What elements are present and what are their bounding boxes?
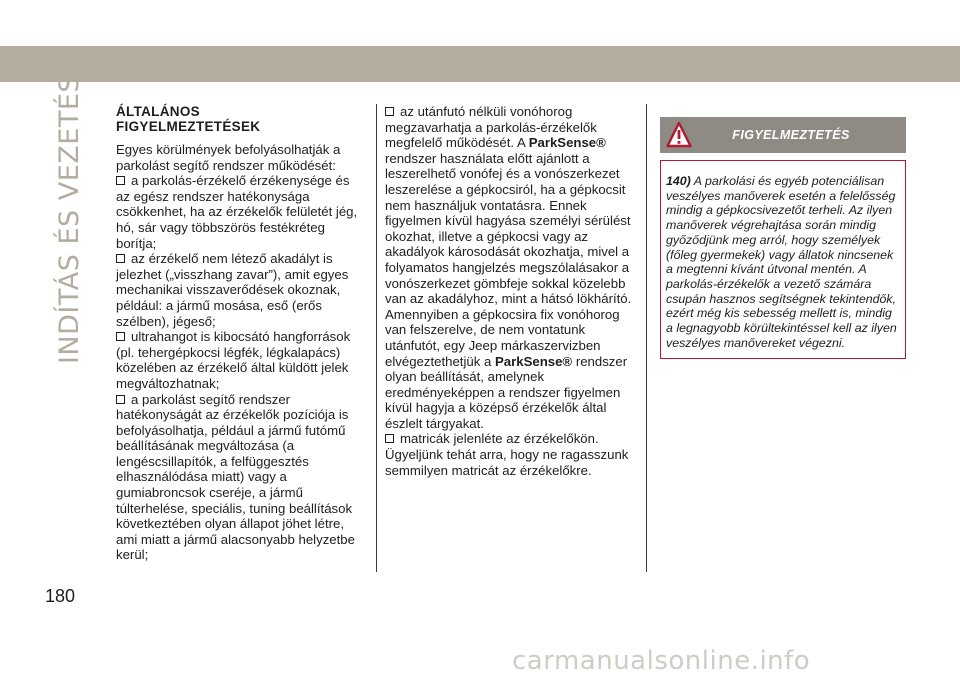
- warning-text: A parkolási és egyéb potenciálisan veszélyes manőverek esetén a felelősség mindig a gépkocsivezetőt terheli. Az ilyen manőverek végrehajtása során mindig győződjünk meg arról, hogy személyek (főleg gyermekek) vagy állatok nincsenek a megtenni kívánt útvonal mentén. A parkolás-érzékelők a vezető számára csupán hasznos segítségnek tekintendők, ezért még kis sebesség mellett is, mindig a legnagyobb körültekintéssel kell az ilyen veszélyes manővereket végezni.: [666, 174, 897, 350]
- heading-line-1: ÁLTALÁNOS: [116, 104, 200, 119]
- section-title-vertical: [50, 74, 90, 364]
- brand-parksense: ParkSense®: [494, 353, 573, 369]
- warning-title: FIGYELMEZTETÉS: [732, 128, 850, 142]
- bullet-square-icon: [116, 332, 125, 341]
- intro-paragraph: Egyes körülmények befolyásolhatják a parkolást segítő rendszer működését:: [116, 142, 341, 173]
- list-item: ultrahangot is kibocsátó hangforrások (pl. tehergépkocsi légfék, légkalapács) közelében az érzékelő által küldött jelek megváltozhatnak;: [116, 329, 351, 391]
- page-number: 180: [45, 586, 76, 606]
- warning-body: [660, 160, 906, 359]
- brand-parksense: ParkSense®: [528, 135, 606, 151]
- top-band: [0, 46, 960, 82]
- column-tow-hook: [385, 104, 635, 478]
- list-item: az utánfutó nélküli vonóhorog megzavarhatja a parkolás-érzékelők megfelelő működését. A ParkSense® rendszer használata előtt ajánlott a leszerelhető vonófej és a vonószerkezet leszerelése a gépkocsiról, ha a gépkocsit nem használjuk vontatásra. Ennek figyelmen kívül hagyása személyi sérülést okozhat, illetve a gépkocsi vagy az akadályok károsodását okozhatja, mivel a folyamatos hangjelzés megszólalásakor a vonószerkezet gömbfeje sokkal közelebb van az akadályhoz, mint a hátsó lökhárító. Amennyiben a gépkocsira fix vonóhorog van felszerelve, de nem vontatunk utánfutót, egy Jeep márkaszervizben elvégeztethetjük a ParkSense® rendszer olyan beállítását, amelynek eredményeképpen a rendszer figyelmen kívül hagyja a középső érzékelők által észlelt tárgyakat.: [385, 104, 632, 431]
- warning-number: 140): [666, 174, 691, 188]
- column-divider-left: [376, 104, 377, 572]
- watermark: carmanualsonline.info: [512, 646, 811, 676]
- column-general-warnings: [116, 104, 362, 563]
- section-title: INDÍTÁS ÉS VEZETÉS: [54, 74, 86, 364]
- warning-triangle-icon: [666, 121, 692, 149]
- warning-box: [660, 117, 906, 359]
- heading-line-2: FIGYELMEZTETÉSEK: [116, 119, 261, 134]
- list-item: a parkolást segítő rendszer hatékonyságát az érzékelők pozíciója is befolyásolhatja, például a jármű futómű beállításának megváltozása (a lengéscsillapítók, a felfüggesztés elhasználódása miatt) vagy a gumiabroncsok cseréje, a jármű túlterhelése, speciális, tuning beállítások következtében olyan állapot jöhet létre, ami miatt a jármű alacsonyabb helyzetbe kerül;: [116, 391, 355, 563]
- column-divider-right: [646, 104, 647, 572]
- bullet-square-icon: [116, 254, 125, 263]
- general-warnings-heading: [116, 104, 362, 134]
- list-item: matricák jelenléte az érzékelőkön. Ügyeljünk tehát arra, hogy ne ragasszunk semmilyen matricát az érzékelőkre.: [385, 431, 629, 478]
- bullet-square-icon: [116, 395, 125, 404]
- warning-header: [660, 117, 906, 153]
- bullet-square-icon: [385, 434, 394, 443]
- list-item: az érzékelő nem létező akadályt is jelezhet („visszhang zavar”), amit egyes mechanikai visszaverődések okoznak, például: a jármű mosása, eső (erős szélben), jégeső;: [116, 251, 349, 329]
- bullet-square-icon: [116, 176, 125, 185]
- bullet-square-icon: [385, 107, 394, 116]
- list-item: a parkolás-érzékelő érzékenysége és az egész rendszer hatékonysága csökkenhet, ha az érzékelők felületét jég, hó, sár vagy többszörös festékréteg borítja;: [116, 173, 358, 251]
